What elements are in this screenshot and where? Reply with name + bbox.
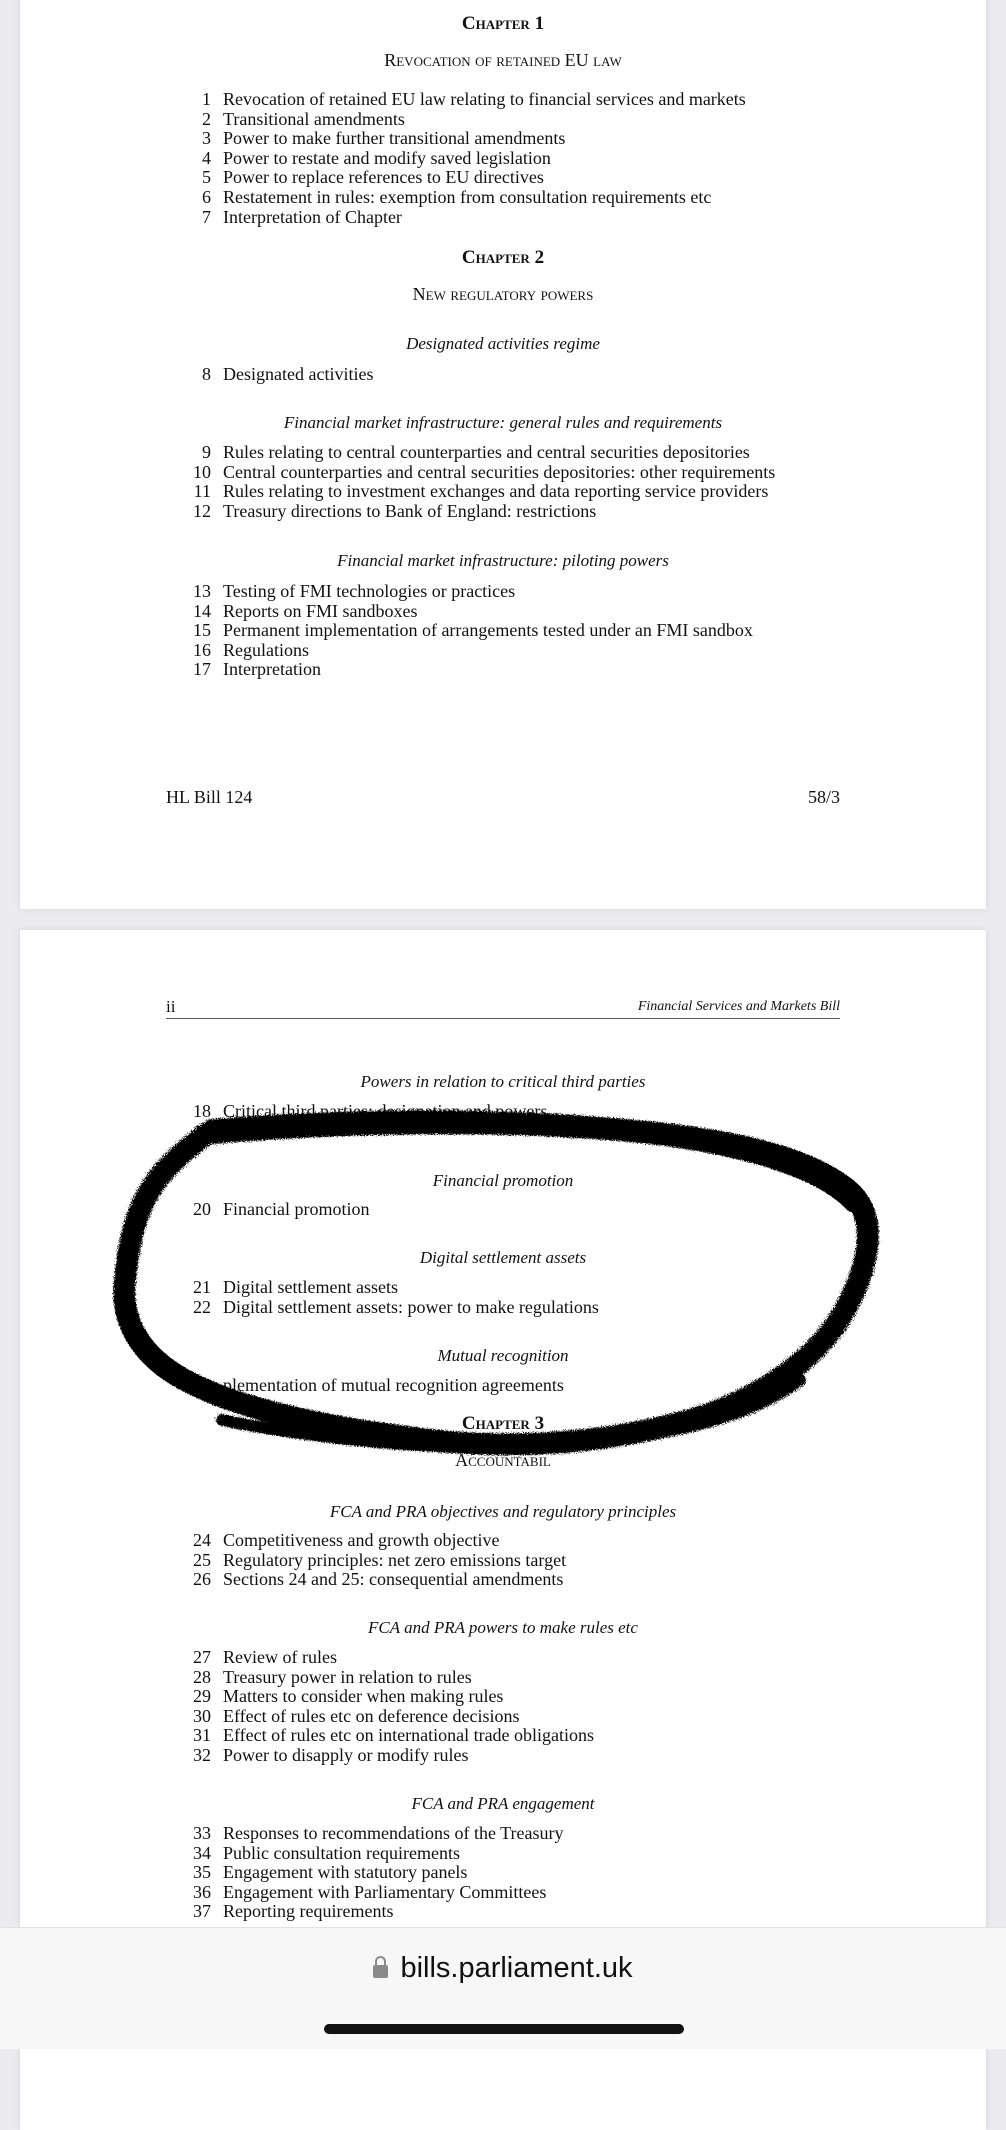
toc-title: Transitional amendments [223,108,405,129]
toc-number: 1 [202,89,211,109]
toc-title: Interpretation [223,659,321,680]
section-items [175,1200,895,1220]
toc-row[interactable] [175,1531,895,1551]
toc-title: Regulatory principles: net zero emissions target [223,1549,567,1570]
toc-title: Treasury power in relation to rules [223,1666,472,1687]
toc-number: 25 [193,1549,211,1570]
toc-title: Restatement in rules: exemption from consultation requirements etc [223,186,712,207]
toc-row[interactable] [175,502,895,522]
toc-number: 35 [193,1862,211,1883]
toc-title: Power to replace references to EU directives [223,167,544,188]
section-items [175,1824,895,1922]
toc-number: 27 [193,1647,211,1667]
toc-title [223,1122,895,1142]
page-number: ii [166,997,176,1016]
toc-title: Treasury directions to Bank of England: restrictions [223,500,597,521]
toc-row[interactable] [175,582,895,602]
toc-number: 32 [193,1744,211,1765]
toc-number: 11 [193,481,211,502]
toc-title: Designated activities [223,364,374,384]
toc-title: Power to make further transitional amendments [223,128,566,149]
document-page-1 [20,0,986,909]
toc-row[interactable] [175,1902,895,1922]
section-items [175,1376,895,1396]
toc-number: 10 [193,461,211,482]
toc-number: 6 [202,186,211,207]
toc-row[interactable] [175,1883,895,1903]
toc-number: 20 [193,1199,211,1219]
toc-row[interactable] [175,1102,895,1122]
toc-title: Public consultation requirements [223,1842,460,1863]
toc-title: Engagement with Parliamentary Committees [223,1881,547,1902]
toc-title: Interpretation of Chapter [223,206,402,227]
toc-number: 30 [193,1705,211,1726]
bill-number: HL Bill 124 [166,787,253,807]
chapter-2-title: New regulatory powers [412,284,594,304]
toc-title: Competitiveness and growth objective [223,1530,500,1550]
toc-title: Revocation of retained EU law relating to financial services and markets [223,89,746,109]
section-heading: FCA and PRA objectives and regulatory principles [329,1502,677,1521]
url-display[interactable] [0,1952,1006,1985]
toc-number: 26 [193,1569,211,1590]
toc-row[interactable] [175,1687,895,1707]
toc-title: Regulations [223,639,309,660]
page-reference: 58/3 [807,787,840,807]
toc-row[interactable] [175,1551,895,1571]
toc-row[interactable] [175,602,895,622]
toc-number: 22 [193,1296,211,1317]
chapter-2-heading: Chapter 2 [461,247,545,268]
toc-number: 37 [193,1901,211,1922]
toc-row[interactable] [175,1746,895,1766]
section-items [175,1531,895,1590]
toc-number: 2 [202,108,211,129]
toc-row[interactable] [175,443,895,463]
running-header: Financial Services and Markets Bill [637,999,840,1014]
toc-row[interactable] [175,641,895,661]
toc-row[interactable] [175,168,895,188]
toc-row[interactable] [175,208,895,228]
toc-row[interactable] [175,1298,895,1318]
toc-row[interactable] [175,482,895,502]
toc-number: 33 [193,1823,211,1843]
toc-number: 13 [193,581,211,601]
toc-title: Effect of rules etc on deference decisions [223,1705,520,1726]
toc-row[interactable] [175,1648,895,1668]
toc-title: Financial promotion [223,1199,370,1219]
section-heading: Financial market infrastructure: general rules and requirements [283,413,723,432]
toc-title: Power to restate and modify saved legislation [223,147,551,168]
toc-row[interactable] [175,1707,895,1727]
toc-number: 24 [193,1530,211,1550]
toc-row[interactable] [175,1824,895,1844]
chapter-3-title: Accountabil [455,1450,551,1470]
toc-number: 12 [193,500,211,521]
toc-number: 19 [193,1120,211,1141]
toc-title: Permanent implementation of arrangements tested under an FMI sandbox [223,620,753,641]
toc-title: Rules relating to investment exchanges and data reporting service providers [223,481,769,502]
section-heading: FCA and PRA engagement [411,1794,595,1813]
section-items [175,582,895,680]
toc-row[interactable] [175,1200,895,1220]
section-heading: FCA and PRA powers to make rules etc [368,1618,638,1637]
toc-number: 18 [193,1101,211,1121]
toc-number: 15 [193,620,211,641]
toc-number: 34 [193,1842,211,1863]
section-items [175,443,895,521]
toc-number: 28 [193,1666,211,1687]
toc-number: 16 [193,639,211,660]
toc-number: 5 [202,167,211,188]
toc-row[interactable] [175,1570,895,1590]
toc-number: 3 [202,128,211,149]
header-rule [166,1018,840,1019]
section-items [175,1102,895,1141]
chapter-1-items [175,90,895,227]
toc-row[interactable] [175,90,895,110]
toc-title: Power to disapply or modify rules [223,1744,469,1765]
toc-number: 21 [193,1277,211,1297]
toc-title: Responses to recommendations of the Treasury [223,1823,564,1843]
toc-number: 7 [202,206,211,227]
toc-row[interactable] [175,1844,895,1864]
toc-row[interactable] [175,365,895,385]
toc-title: Review of rules [223,1647,337,1667]
toc-title: plementation of mutual recognition agreements [223,1375,564,1395]
toc-number [175,1376,223,1396]
lock-icon [373,1965,388,1978]
toc-row[interactable] [175,129,895,149]
toc-row[interactable] [175,463,895,483]
toc-title: Testing of FMI technologies or practices [223,581,516,601]
toc-row[interactable] [175,1668,895,1688]
url-text: bills.parliament.uk [400,1952,633,1984]
toc-row[interactable] [175,110,895,130]
toc-row[interactable] [175,188,895,208]
toc-row[interactable] [175,1376,895,1396]
toc-number: 36 [193,1881,211,1902]
toc-title: Engagement with statutory panels [223,1862,468,1883]
toc-title: Central counterparties and central securities depositories: other requirements [223,461,776,482]
toc-number: 8 [202,364,211,384]
section-heading: Financial market infrastructure: piloting powers [337,551,669,570]
toc-title: Reporting requirements [223,1901,394,1922]
section-heading: Designated activities regime [406,334,600,353]
toc-title: Reports on FMI sandboxes [223,600,418,621]
toc-row[interactable] [175,1122,895,1142]
home-indicator[interactable] [324,2024,684,2034]
toc-number: 17 [193,659,211,680]
chapter-3-heading: Chapter 3 [461,1413,545,1434]
section-heading: Mutual recognition [437,1346,569,1365]
toc-number: 29 [193,1686,211,1707]
toc-number: 14 [193,600,211,621]
browser-address-bar[interactable] [0,1927,1006,2049]
section-items [175,1278,895,1317]
toc-title: Critical third parties: designation and powers [223,1101,548,1121]
toc-row[interactable] [175,149,895,169]
toc-row[interactable] [175,1726,895,1746]
toc-row[interactable] [175,1863,895,1883]
section-items [175,1648,895,1766]
toc-number: 9 [202,442,211,462]
toc-title: Effect of rules etc on international trade obligations [223,1725,595,1746]
toc-row[interactable] [175,660,895,680]
section-heading: Digital settlement assets [419,1248,587,1267]
toc-title: Matters to consider when making rules [223,1686,504,1707]
toc-row[interactable] [175,1278,895,1298]
chapter-1-heading: Chapter 1 [461,13,545,34]
section-heading: Powers in relation to critical third parties [360,1072,646,1091]
toc-number: 31 [193,1725,211,1746]
toc-number: 4 [202,147,211,168]
chapter-1-title: Revocation of retained EU law [384,50,622,70]
section-items [175,365,895,385]
toc-row[interactable] [175,621,895,641]
toc-title: Digital settlement assets [223,1277,398,1297]
toc-title: Rules relating to central counterparties and central securities depositories [223,442,750,462]
toc-title: Sections 24 and 25: consequential amendments [223,1569,564,1590]
section-heading: Financial promotion [432,1171,574,1190]
toc-title: Digital settlement assets: power to make regulations [223,1296,599,1317]
